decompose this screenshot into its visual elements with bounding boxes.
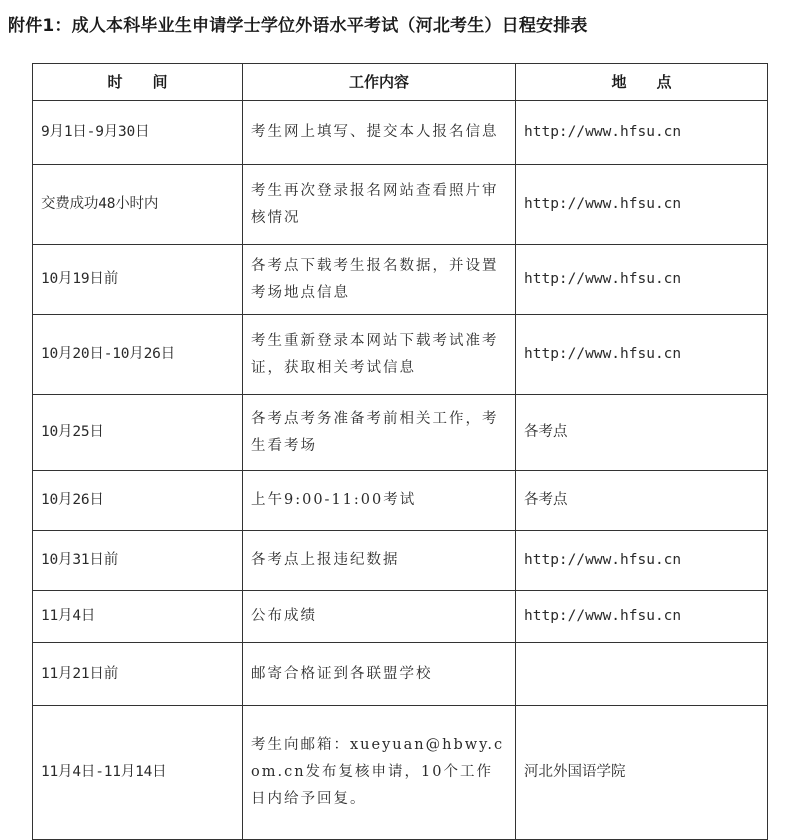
content-cell: 上午9:00-11:00考试 xyxy=(243,471,516,531)
table-row xyxy=(33,706,768,840)
content-cell: 各考点上报违纪数据 xyxy=(243,531,516,591)
table-row xyxy=(33,643,768,706)
time-cell: 10月26日 xyxy=(33,471,243,531)
time-cell: 10月31日前 xyxy=(33,531,243,591)
content-cell: 考生向邮箱：xueyuan@hbwy.com.cn发布复核申请，10个工作日内给予回复。 xyxy=(243,706,516,840)
table-row xyxy=(33,531,768,591)
time-cell: 10月20日-10月26日 xyxy=(33,315,243,395)
place-cell: http://www.hfsu.cn xyxy=(516,531,768,591)
content-cell: 邮寄合格证到各联盟学校 xyxy=(243,643,516,706)
table-header-row xyxy=(33,64,768,101)
content-cell: 公布成绩 xyxy=(243,591,516,643)
content-cell: 各考点考务准备考前相关工作，考生看考场 xyxy=(243,395,516,471)
table-row xyxy=(33,591,768,643)
schedule-table xyxy=(32,63,768,840)
time-cell: 10月19日前 xyxy=(33,245,243,315)
content-cell: 各考点下载考生报名数据，并设置考场地点信息 xyxy=(243,245,516,315)
table-row xyxy=(33,395,768,471)
place-cell: http://www.hfsu.cn xyxy=(516,245,768,315)
place-cell: http://www.hfsu.cn xyxy=(516,101,768,165)
place-cell: 各考点 xyxy=(516,471,768,531)
header-content: 工作内容 xyxy=(243,64,516,101)
content-cell: 考生网上填写、提交本人报名信息 xyxy=(243,101,516,165)
table-row xyxy=(33,101,768,165)
place-cell: http://www.hfsu.cn xyxy=(516,165,768,245)
content-cell: 考生重新登录本网站下载考试准考证，获取相关考试信息 xyxy=(243,315,516,395)
content-cell: 考生再次登录报名网站查看照片审核情况 xyxy=(243,165,516,245)
header-place: 地 点 xyxy=(516,64,768,101)
time-cell: 交费成功48小时内 xyxy=(33,165,243,245)
place-cell: 河北外国语学院 xyxy=(516,706,768,840)
table-row xyxy=(33,471,768,531)
table-row xyxy=(33,165,768,245)
document-title: 附件1：成人本科毕业生申请学士学位外语水平考试（河北考生）日程安排表 xyxy=(8,16,588,36)
place-cell xyxy=(516,643,768,706)
table-row xyxy=(33,315,768,395)
table-row xyxy=(33,245,768,315)
time-cell: 11月4日-11月14日 xyxy=(33,706,243,840)
time-cell: 11月4日 xyxy=(33,591,243,643)
time-cell: 9月1日-9月30日 xyxy=(33,101,243,165)
place-cell: 各考点 xyxy=(516,395,768,471)
place-cell: http://www.hfsu.cn xyxy=(516,315,768,395)
time-cell: 11月21日前 xyxy=(33,643,243,706)
place-cell: http://www.hfsu.cn xyxy=(516,591,768,643)
header-time: 时 间 xyxy=(33,64,243,101)
time-cell: 10月25日 xyxy=(33,395,243,471)
